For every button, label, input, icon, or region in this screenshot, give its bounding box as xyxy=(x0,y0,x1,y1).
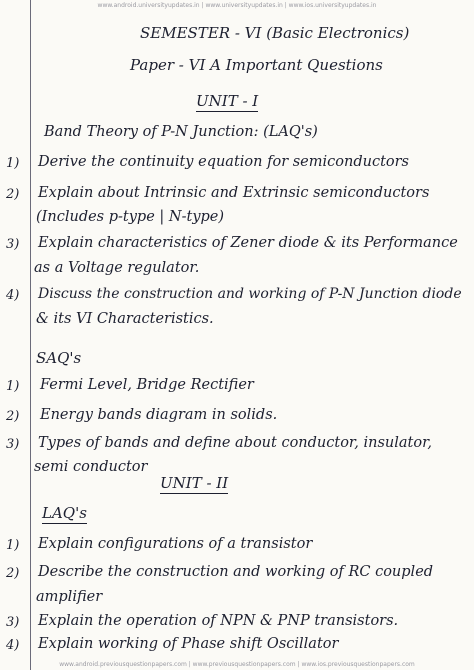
saq-2-text: Energy bands diagram in solids. xyxy=(40,407,278,423)
laq-1-text: Derive the continuity equation for semiconductors xyxy=(38,154,410,170)
laq-2-number: 2) xyxy=(6,187,20,202)
saq-2-number: 2) xyxy=(6,409,20,424)
watermark-top: www.android.universityupdates.in | www.universityupdates.in | www.ios.universityupdates.in xyxy=(97,2,377,9)
watermark-bottom: www.android.previousquestionpapers.com | www.previousquestionpapers.com | www.ios.previousquestionpapers.com xyxy=(59,661,415,668)
unit-1-title: UNIT - I xyxy=(196,92,259,110)
unit-2-laq-3-number: 3) xyxy=(6,615,20,630)
laq-1-number: 1) xyxy=(6,156,20,171)
laq-3-text-line-2: as a Voltage regulator. xyxy=(34,260,200,276)
unit-1-laq-heading: Band Theory of P-N Junction: (LAQ's) xyxy=(44,124,318,140)
unit-2-laq-1-number: 1) xyxy=(6,538,20,553)
laq-2-text-line-1: Explain about Intrinsic and Extrinsic semiconductors xyxy=(38,185,430,201)
unit-2-laq-2-number: 2) xyxy=(6,566,20,581)
unit-1-saq-heading: SAQ's xyxy=(36,349,82,367)
unit-2-laq-2-text-line-1: Describe the construction and working of RC coupled xyxy=(38,564,434,580)
unit-2-title: UNIT - II xyxy=(160,474,229,492)
unit-2-laq-4-number: 4) xyxy=(6,638,20,653)
saq-1-number: 1) xyxy=(6,379,20,394)
semester-title: SEMESTER - VI (Basic Electronics) xyxy=(140,24,410,42)
saq-3-number: 3) xyxy=(6,437,20,452)
laq-4-text-line-1: Discuss the construction and working of P-N Junction diode xyxy=(38,286,462,302)
saq-3-text-line-2: semi conductor xyxy=(34,459,148,475)
unit-2-laq-heading: LAQ's xyxy=(42,504,87,522)
saq-3-text-line-1: Types of bands and define about conductor, insulator, xyxy=(38,435,433,451)
paper-title: Paper - VI A Important Questions xyxy=(130,56,383,74)
unit-2-laq-1-text: Explain configurations of a transistor xyxy=(38,536,313,552)
margin-line xyxy=(30,0,31,670)
laq-2-text-line-2: (Includes p-type | N-type) xyxy=(36,209,225,225)
unit-2-laq-4-text: Explain working of Phase shift Oscillator xyxy=(38,636,339,652)
unit-2-laq-3-text: Explain the operation of NPN & PNP transistors. xyxy=(38,613,399,629)
laq-3-number: 3) xyxy=(6,237,20,252)
unit-2-laq-2-text-line-2: amplifier xyxy=(36,589,103,605)
saq-1-text: Fermi Level, Bridge Rectifier xyxy=(40,377,254,393)
laq-4-text-line-2: & its VI Characteristics. xyxy=(36,311,214,327)
laq-4-number: 4) xyxy=(6,288,20,303)
laq-3-text-line-1: Explain characteristics of Zener diode & its Performance xyxy=(38,235,458,251)
